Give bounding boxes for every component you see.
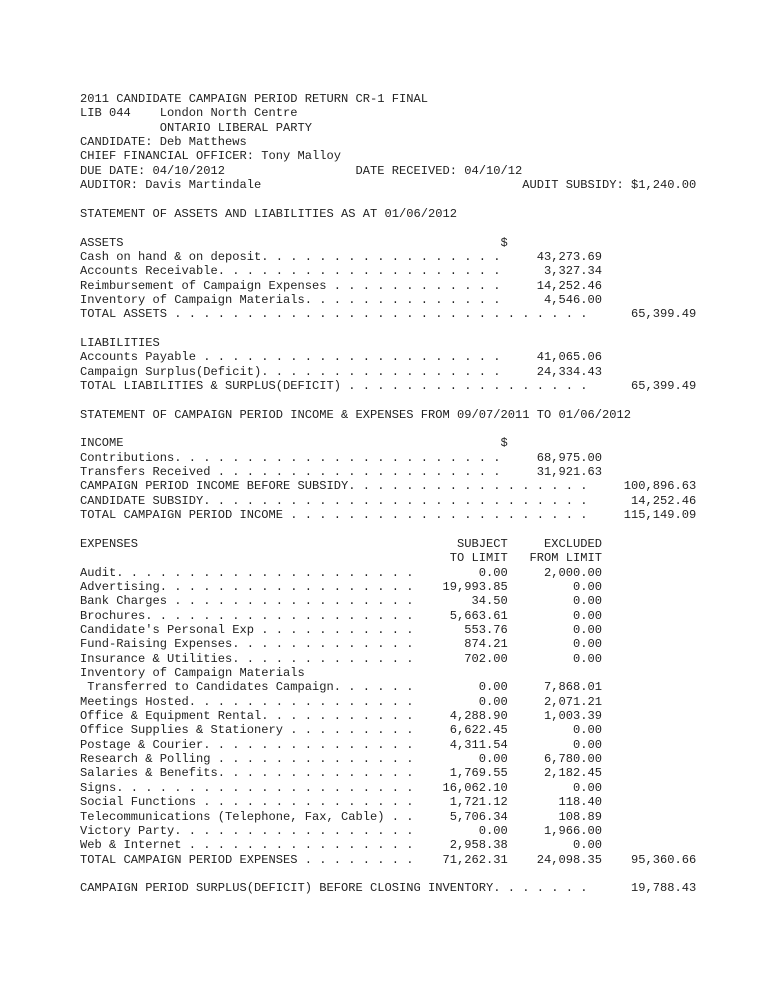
report-title: 2011 CANDIDATE CAMPAIGN PERIOD RETURN CR-1 FINAL	[80, 92, 429, 106]
row-label: Bank Charges . . . . . . . . . . . . . . . . .	[80, 594, 421, 609]
subject-value: 6,622.45	[420, 723, 508, 738]
row-value: 3,327.34	[507, 264, 603, 279]
excluded-value: 0.00	[507, 637, 603, 652]
audit-subsidy: AUDIT SUBSIDY: $1,240.00	[522, 178, 697, 193]
row-label: Office & Equipment Rental. . . . . . . . . . .	[80, 709, 421, 723]
row-value: 100,896.63	[594, 479, 697, 494]
row-value: 43,273.69	[507, 249, 603, 264]
total-label: TOTAL ASSETS . . . . . . . . . . . . . . . . . . . . . . . . . . . . .	[80, 307, 595, 322]
total-label: TOTAL CAMPAIGN PERIOD INCOME . . . . . . . . . . . . . . . . . . . . .	[80, 508, 595, 523]
excluded-value: 0.00	[507, 608, 603, 623]
assets-heading: ASSETS	[80, 235, 501, 250]
total-label: TOTAL CAMPAIGN PERIOD EXPENSES . . . . . . . .	[80, 852, 421, 867]
liability-row	[80, 350, 602, 364]
subject-value: 5,663.61	[420, 608, 508, 623]
row-label: Accounts Payable . . . . . . . . . . . . . . . . . . . . .	[80, 350, 508, 365]
section-title	[80, 408, 631, 422]
income-statement-title: STATEMENT OF CAMPAIGN PERIOD INCOME & EXPENSES FROM 09/07/2011 TO 01/06/2012	[80, 407, 632, 422]
excluded-value: 0.00	[507, 622, 603, 637]
row-value: 31,921.63	[507, 465, 603, 480]
subject-value: 2,958.38	[420, 838, 508, 853]
subject-value: 874.21	[420, 637, 508, 652]
expense-row	[80, 810, 602, 824]
subject-value: 0.00	[420, 680, 508, 695]
excluded-value: 2,071.21	[507, 694, 603, 709]
date-received: DATE RECEIVED: 04/10/12	[355, 163, 523, 178]
expense-row	[80, 738, 602, 752]
expense-row	[80, 609, 602, 623]
total-label: TOTAL LIABILITIES & SURPLUS(DEFICIT) . . . . . . . . . . . . . . . . .	[80, 379, 595, 393]
income-heading: INCOME	[80, 436, 501, 451]
excluded-value: 0.00	[507, 737, 603, 752]
excluded-value: 0.00	[507, 838, 603, 853]
income-row	[80, 465, 602, 479]
row-value: 4,546.00	[507, 292, 603, 307]
row-label: Victory Party. . . . . . . . . . . . . . . . .	[80, 823, 421, 838]
row-label: CANDIDATE SUBSIDY. . . . . . . . . . . . . . . . . . . . . . . . . . .	[80, 493, 595, 508]
expense-row	[80, 594, 602, 608]
expense-row	[80, 766, 602, 780]
row-label: CAMPAIGN PERIOD INCOME BEFORE SUBSIDY. . . . . . . . . . . . . . . . .	[80, 479, 595, 494]
header-line	[80, 164, 522, 178]
subject-value: 4,288.90	[420, 709, 508, 723]
income-row	[80, 451, 602, 465]
expense-row	[80, 580, 602, 594]
excluded-value: 0.00	[507, 780, 603, 795]
excluded-value: 7,868.01	[507, 680, 603, 695]
asset-row	[80, 250, 602, 264]
row-label: Transfers Received . . . . . . . . . . . . . . . . . . . .	[80, 465, 508, 480]
excluded-header: FROM LIMIT	[507, 551, 603, 566]
liabilities-total-row	[80, 379, 696, 393]
chief-financial-officer: CHIEF FINANCIAL OFFICER: Tony Malloy	[80, 149, 342, 164]
excluded-value: 118.40	[507, 795, 603, 810]
excluded-value: 6,780.00	[507, 752, 603, 767]
subject-header: TO LIMIT	[442, 551, 508, 566]
row-label: Candidate's Personal Exp . . . . . . . . . . .	[80, 622, 421, 637]
expense-row	[80, 824, 602, 838]
riding-code: LIB 044	[80, 106, 160, 121]
income-total-row	[80, 508, 696, 522]
header-line	[80, 92, 428, 106]
total-value: 95,360.66	[602, 852, 697, 867]
row-label: Contributions. . . . . . . . . . . . . . . . . . . . . . .	[80, 450, 508, 465]
row-value: 14,252.46	[594, 493, 697, 508]
row-label: Telecommunications (Telephone, Fax, Cable) . .	[80, 809, 421, 824]
expense-row	[80, 566, 602, 580]
excluded-header: EXCLUDED	[507, 536, 603, 551]
currency-symbol: $	[500, 436, 508, 451]
section-heading	[80, 436, 508, 450]
section-heading	[80, 236, 508, 250]
total-value: 115,149.09	[594, 508, 697, 523]
expenses-total-row	[80, 853, 696, 867]
section-heading	[80, 336, 160, 350]
section-title	[80, 207, 457, 221]
excluded-value: 0.00	[507, 579, 603, 594]
expense-row	[80, 723, 602, 737]
expense-row	[80, 652, 602, 666]
row-value: 41,065.06	[507, 350, 603, 365]
header-line	[80, 135, 247, 149]
excluded-value: 2,182.45	[507, 766, 603, 781]
header-line	[80, 106, 298, 120]
row-label: Campaign Surplus(Deficit). . . . . . . . . . . . . . . . .	[80, 364, 508, 379]
assets-total-row	[80, 307, 696, 321]
row-label: Inventory of Campaign Materials. . . . . . . . . . . . . .	[80, 292, 508, 307]
row-label: Reimbursement of Campaign Expenses . . . . . . . . . . . .	[80, 278, 508, 293]
candidate-name: CANDIDATE: Deb Matthews	[80, 135, 247, 150]
subject-value: 0.00	[420, 694, 508, 709]
subject-value: 16,062.10	[420, 780, 508, 795]
row-value: 68,975.00	[507, 450, 603, 465]
excluded-value: 0.00	[507, 594, 603, 609]
asset-row	[80, 264, 602, 278]
excluded-value: 0.00	[507, 651, 603, 666]
total-value: 65,399.49	[594, 379, 697, 393]
row-label: Meetings Hosted. . . . . . . . . . . . . . . .	[80, 694, 421, 709]
liabilities-heading: LIABILITIES	[80, 335, 160, 350]
row-label: Inventory of Campaign Materials	[80, 666, 305, 680]
row-label: Cash on hand & on deposit. . . . . . . . . . . . . . . . .	[80, 249, 508, 264]
row-label: Postage & Courier. . . . . . . . . . . . . . .	[80, 737, 421, 752]
row-label: Social Functions . . . . . . . . . . . . . . .	[80, 795, 421, 810]
header-line	[80, 121, 312, 135]
asset-row	[80, 279, 602, 293]
subject-value: 34.50	[420, 594, 508, 609]
surplus-value: 19,788.43	[594, 881, 697, 896]
total-excluded-value: 24,098.35	[507, 852, 603, 867]
liability-row	[80, 365, 602, 379]
expense-row	[80, 695, 602, 709]
expense-row	[80, 709, 602, 723]
excluded-value: 108.89	[507, 809, 603, 824]
row-value: 14,252.46	[507, 278, 603, 293]
expenses-heading: EXPENSES	[80, 536, 443, 551]
row-value: 24,334.43	[507, 364, 603, 379]
expense-row	[80, 666, 305, 680]
row-label: Fund-Raising Expenses. . . . . . . . . . . . .	[80, 637, 421, 652]
candidate-subsidy-row	[80, 494, 696, 508]
expense-columns-header	[80, 551, 602, 565]
surplus-label: CAMPAIGN PERIOD SURPLUS(DEFICIT) BEFORE CLOSING INVENTORY. . . . . . .	[80, 881, 595, 896]
subject-value: 0.00	[420, 752, 508, 767]
expense-row	[80, 637, 602, 651]
excluded-value: 2,000.00	[507, 565, 603, 580]
expense-row	[80, 680, 602, 694]
expense-columns-header	[80, 537, 602, 551]
subject-value: 0.00	[420, 565, 508, 580]
row-label: Advertising. . . . . . . . . . . . . . . . . .	[80, 579, 421, 594]
subject-header: SUBJECT	[442, 536, 508, 551]
asset-row	[80, 293, 602, 307]
subject-value: 0.00	[420, 823, 508, 838]
row-label: Web & Internet . . . . . . . . . . . . . . . .	[80, 838, 421, 853]
subject-value: 5,706.34	[420, 809, 508, 824]
row-label: Salaries & Benefits. . . . . . . . . . . . . .	[80, 766, 421, 781]
expense-row	[80, 781, 602, 795]
subject-value: 553.76	[420, 622, 508, 637]
row-label: Insurance & Utilities. . . . . . . . . . . . .	[80, 651, 421, 666]
currency-symbol: $	[500, 235, 508, 250]
subject-value: 1,769.55	[420, 766, 508, 781]
row-label: Accounts Receivable. . . . . . . . . . . . . . . . . . . .	[80, 264, 508, 279]
total-value: 65,399.49	[594, 307, 697, 322]
subject-value: 702.00	[420, 651, 508, 666]
row-label: Audit. . . . . . . . . . . . . . . . . . . . .	[80, 565, 421, 580]
subject-value: 4,311.54	[420, 737, 508, 752]
riding-name: London North Centre	[159, 106, 298, 121]
row-label: Research & Polling . . . . . . . . . . . . . .	[80, 752, 421, 767]
excluded-value: 1,003.39	[507, 709, 603, 723]
total-subject-value: 71,262.31	[420, 852, 508, 867]
expense-row	[80, 838, 602, 852]
excluded-value: 1,966.00	[507, 823, 603, 838]
subject-value: 1,721.12	[420, 795, 508, 810]
expense-row	[80, 752, 602, 766]
excluded-value: 0.00	[507, 723, 603, 738]
expense-row	[80, 623, 602, 637]
subject-value: 19,993.85	[420, 579, 508, 594]
auditor: AUDITOR: Davis Martindale	[80, 178, 523, 193]
row-label: Signs. . . . . . . . . . . . . . . . . . . . .	[80, 780, 421, 795]
income-before-subsidy-row	[80, 479, 696, 493]
row-label: Brochures. . . . . . . . . . . . . . . . . . .	[80, 608, 421, 623]
surplus-row	[80, 881, 696, 895]
header-line	[80, 178, 696, 192]
header-line	[80, 149, 341, 163]
party-name: ONTARIO LIBERAL PARTY	[159, 120, 313, 135]
row-label: Transferred to Candidates Campaign. . . . . .	[80, 680, 421, 695]
assets-statement-title: STATEMENT OF ASSETS AND LIABILITIES AS AT 01/06/2012	[80, 206, 458, 221]
due-date: DUE DATE: 04/10/2012	[80, 163, 356, 178]
row-label: Office Supplies & Stationery . . . . . . . . .	[80, 723, 421, 738]
expense-row	[80, 795, 602, 809]
